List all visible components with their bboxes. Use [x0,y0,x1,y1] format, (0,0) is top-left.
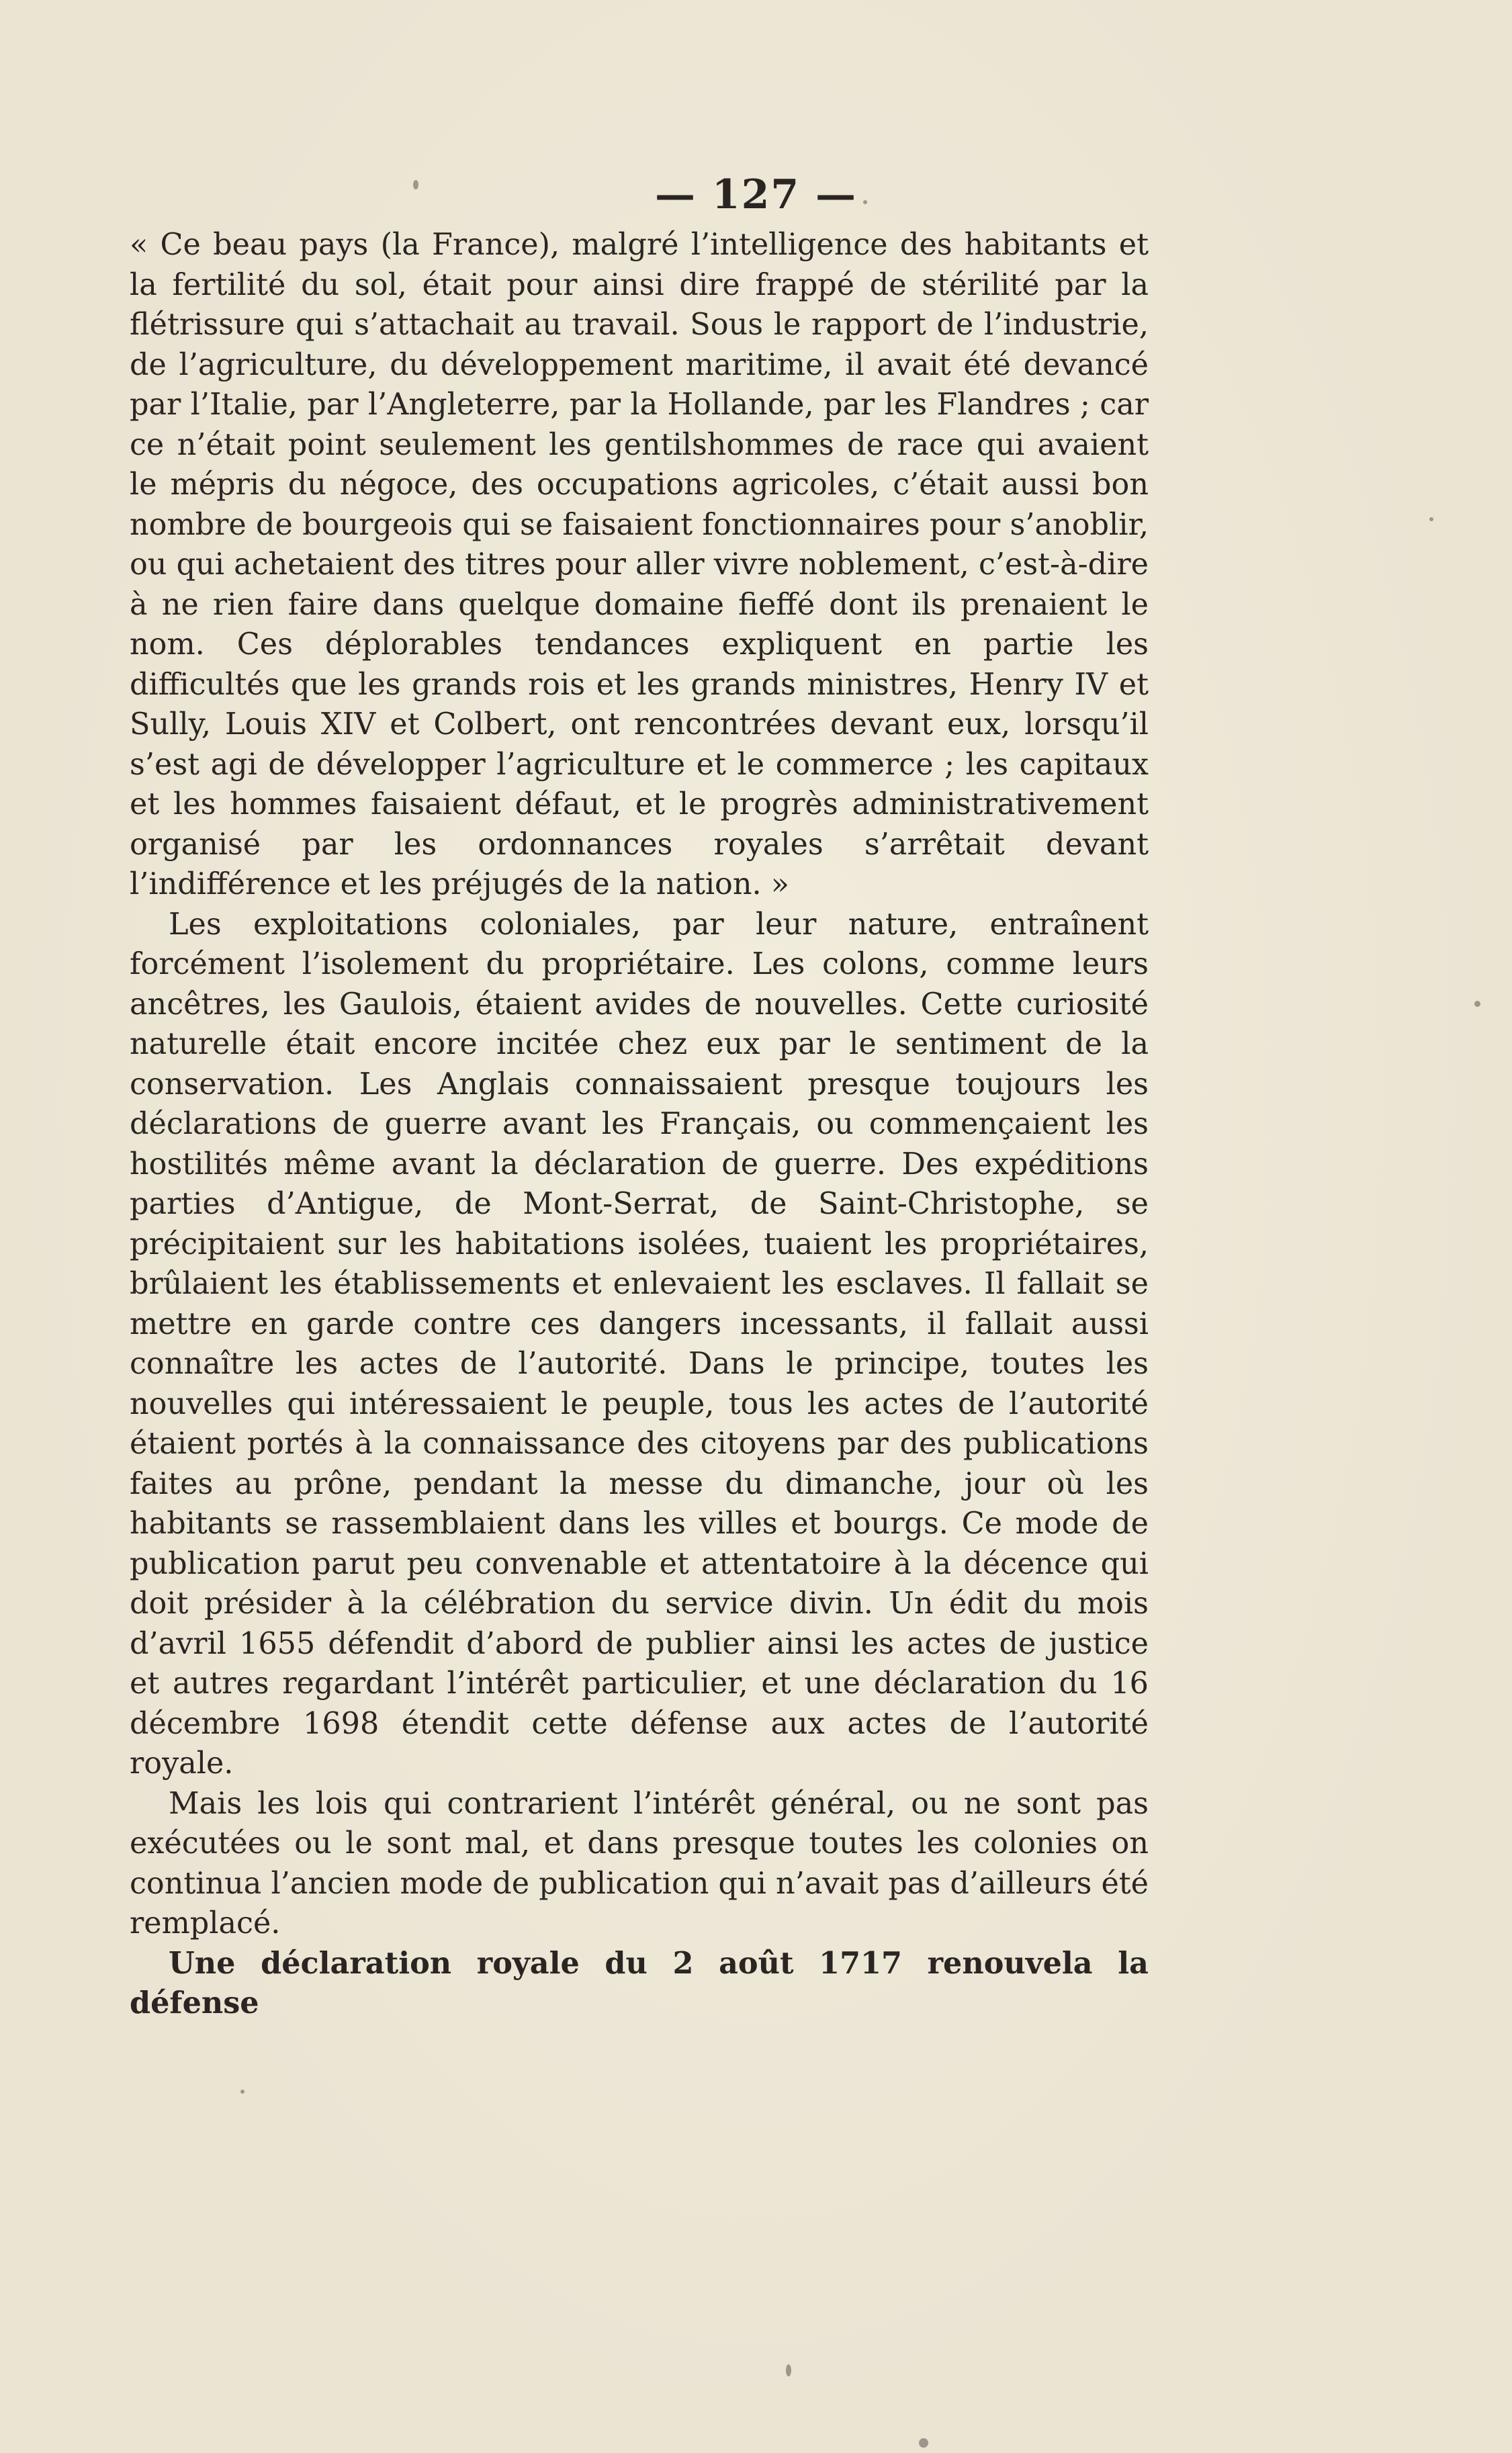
paper-speck [786,2364,791,2376]
paper-speck [1429,517,1433,521]
paper-speck [863,200,867,204]
paper-speck [1474,1001,1480,1007]
paper-speck [919,2438,928,2448]
paragraph-quotation: « Ce beau pays (la France), malgré l’intelligence des habitants et la fertilité du sol, était pour ainsi dire frappé de stérilité par la flétrissure qui s’attachait au travail. Sous le rapport de l’industrie, de l’agriculture, du développement maritime, il avait été devancé par l’Italie, par l’Angleterre, par la Hollande, par les Flandres ; car ce n’était point seulement les gentilshommes de race qui avaient le mépris du négoce, des occupations agricoles, c’était aussi bon nombre de bourgeois qui se faisaient fonctionnaires pour s’anoblir, ou qui achetaient des titres pour aller vivre noblement, c’est-à-dire à ne rien faire dans quelque domaine fieffé dont ils prenaient le nom. Ces déplorables tendances expliquent en partie les difficultés que les grands rois et les grands ministres, Henry IV et Sully, Louis XIV et Colbert, ont rencontrées devant eux, lorsqu’il s’est agi de développer l’agriculture et le commerce ; les capitaux et les hommes faisaient défaut, et le progrès administrativement organisé par les ordonnances royales s’arrêtait devant l’indifférence et les préjugés de la nation. » [130,228,1149,901]
body-text [130,225,1149,2024]
paragraph-laws: Mais les lois qui contrarient l’intérêt général, ou ne sont pas exécutées ou le sont mal, et dans presque toutes les colonies on continua l’ancien mode de publication qui n’avait pas d’ailleurs été remplacé. [130,1786,1149,1941]
paper-speck [240,2090,244,2094]
paragraph-colonial-exploitations: Les exploitations coloniales, par leur nature, entraînent forcément l’isolement du propriétaire. Les colons, comme leurs ancêtres, les Gaulois, étaient avides de nouvelles. Cette curiosité naturelle était encore incitée chez eux par le sentiment de la conservation. Les Anglais connaissaient presque toujours les déclarations de guerre avant les Français, ou commençaient les hostilités même avant la déclaration de guerre. Des expéditions parties d’Antigue, de Mont-Serrat, de Saint-Christophe, se précipitaient sur les habitations isolées, tuaient les propriétaires, brûlaient les établissements et enlevaient les esclaves. Il fallait se mettre en garde contre ces dangers incessants, il fallait aussi connaître les actes de l’autorité. Dans le principe, toutes les nouvelles qui intéressaient le peuple, tous les actes de l’autorité étaient portés à la connaissance des citoyens par des publications faites au prône, pendant la messe du dimanche, jour où les habitants se rassemblaient dans les villes et bourgs. Ce mode de publication parut peu convenable et attentatoire à la décence qui doit présider à la célébration du service divin. Un édit du mois d’avril 1655 défendit d’abord de publier ainsi les actes de justice et autres regardant l’intérêt particulier, et une déclaration du 16 décembre 1698 étendit cette défense aux actes de l’autorité royale. [130,907,1149,1781]
page-number: — 127 — [654,171,858,218]
paper-speck [413,180,418,189]
paragraph-royal-declaration: Une déclaration royale du 2 août 1717 renouvela la défense [130,1945,1149,2020]
